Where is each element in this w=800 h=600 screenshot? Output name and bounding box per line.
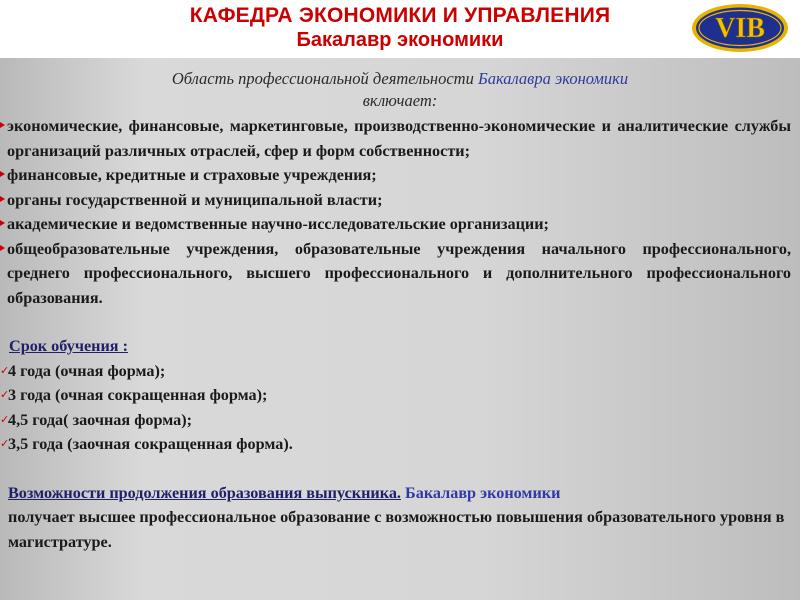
list-item: ✓ 4,5 года( заочная форма);: [0, 408, 800, 433]
list-item: академические и ведомственные научно-исследовательские организации;: [0, 212, 800, 237]
list-item: ✓ 4 года (очная форма);: [0, 359, 800, 384]
arrow-bullet-icon: [0, 171, 5, 177]
intro-part3: включает:: [362, 91, 438, 110]
continuation-highlight: Бакалавр экономики: [400, 483, 561, 502]
arrow-bullet-icon: [0, 122, 5, 128]
intro-part2: Бакалавра экономики: [477, 69, 629, 88]
study-term-heading: Срок обучения :: [9, 337, 128, 355]
study-term-list: [0, 359, 800, 457]
intro-part1: Область профессиональной деятельности: [171, 69, 478, 88]
arrow-bullet-icon: [0, 196, 5, 202]
header: [0, 0, 800, 58]
content-panel: [0, 58, 800, 600]
list-item: органы государственной и муниципальной власти;: [0, 188, 800, 213]
content: [0, 58, 800, 554]
page-title: КАФЕДРА ЭКОНОМИКИ И УПРАВЛЕНИЯ: [189, 4, 611, 27]
list-item: ✓ 3,5 года (заочная сокращенная форма).: [0, 432, 800, 457]
arrow-bullet-icon: [0, 245, 5, 251]
continuation-paragraph: [0, 481, 800, 555]
vib-logo: [690, 2, 790, 54]
spacer: [0, 310, 800, 334]
check-bullet-icon: ✓: [0, 363, 10, 377]
areas-list: [0, 114, 800, 310]
list-item: экономические, финансовые, маркетинговые, производственно-экономические и аналитические службы организаций различных отраслей, сфер и форм собственности;: [0, 114, 800, 163]
list-item: финансовые, кредитные и страховые учреждения;: [0, 163, 800, 188]
spacer: [0, 457, 800, 481]
page-subtitle: Бакалавр экономики: [296, 29, 504, 51]
arrow-bullet-icon: [0, 220, 5, 226]
logo-text: VIB: [715, 13, 765, 44]
check-bullet-icon: ✓: [0, 388, 10, 401]
list-item: ✓ 3 года (очная сокращенная форма);: [0, 383, 800, 408]
check-bullet-icon: ✓: [0, 412, 10, 426]
continuation-text: получает высшее профессиональное образование с возможностью повышения образовательного уровня в магистратуре.: [8, 508, 785, 551]
intro: [0, 58, 800, 112]
list-item: общеобразовательные учреждения, образовательные учреждения начального профессионального, среднего профессионального, высшего профессионального и дополнительного профессионального образования.: [0, 237, 800, 311]
continuation-heading: Возможности продолжения образования выпускника.: [8, 483, 401, 502]
check-bullet-icon: ✓: [0, 437, 10, 450]
